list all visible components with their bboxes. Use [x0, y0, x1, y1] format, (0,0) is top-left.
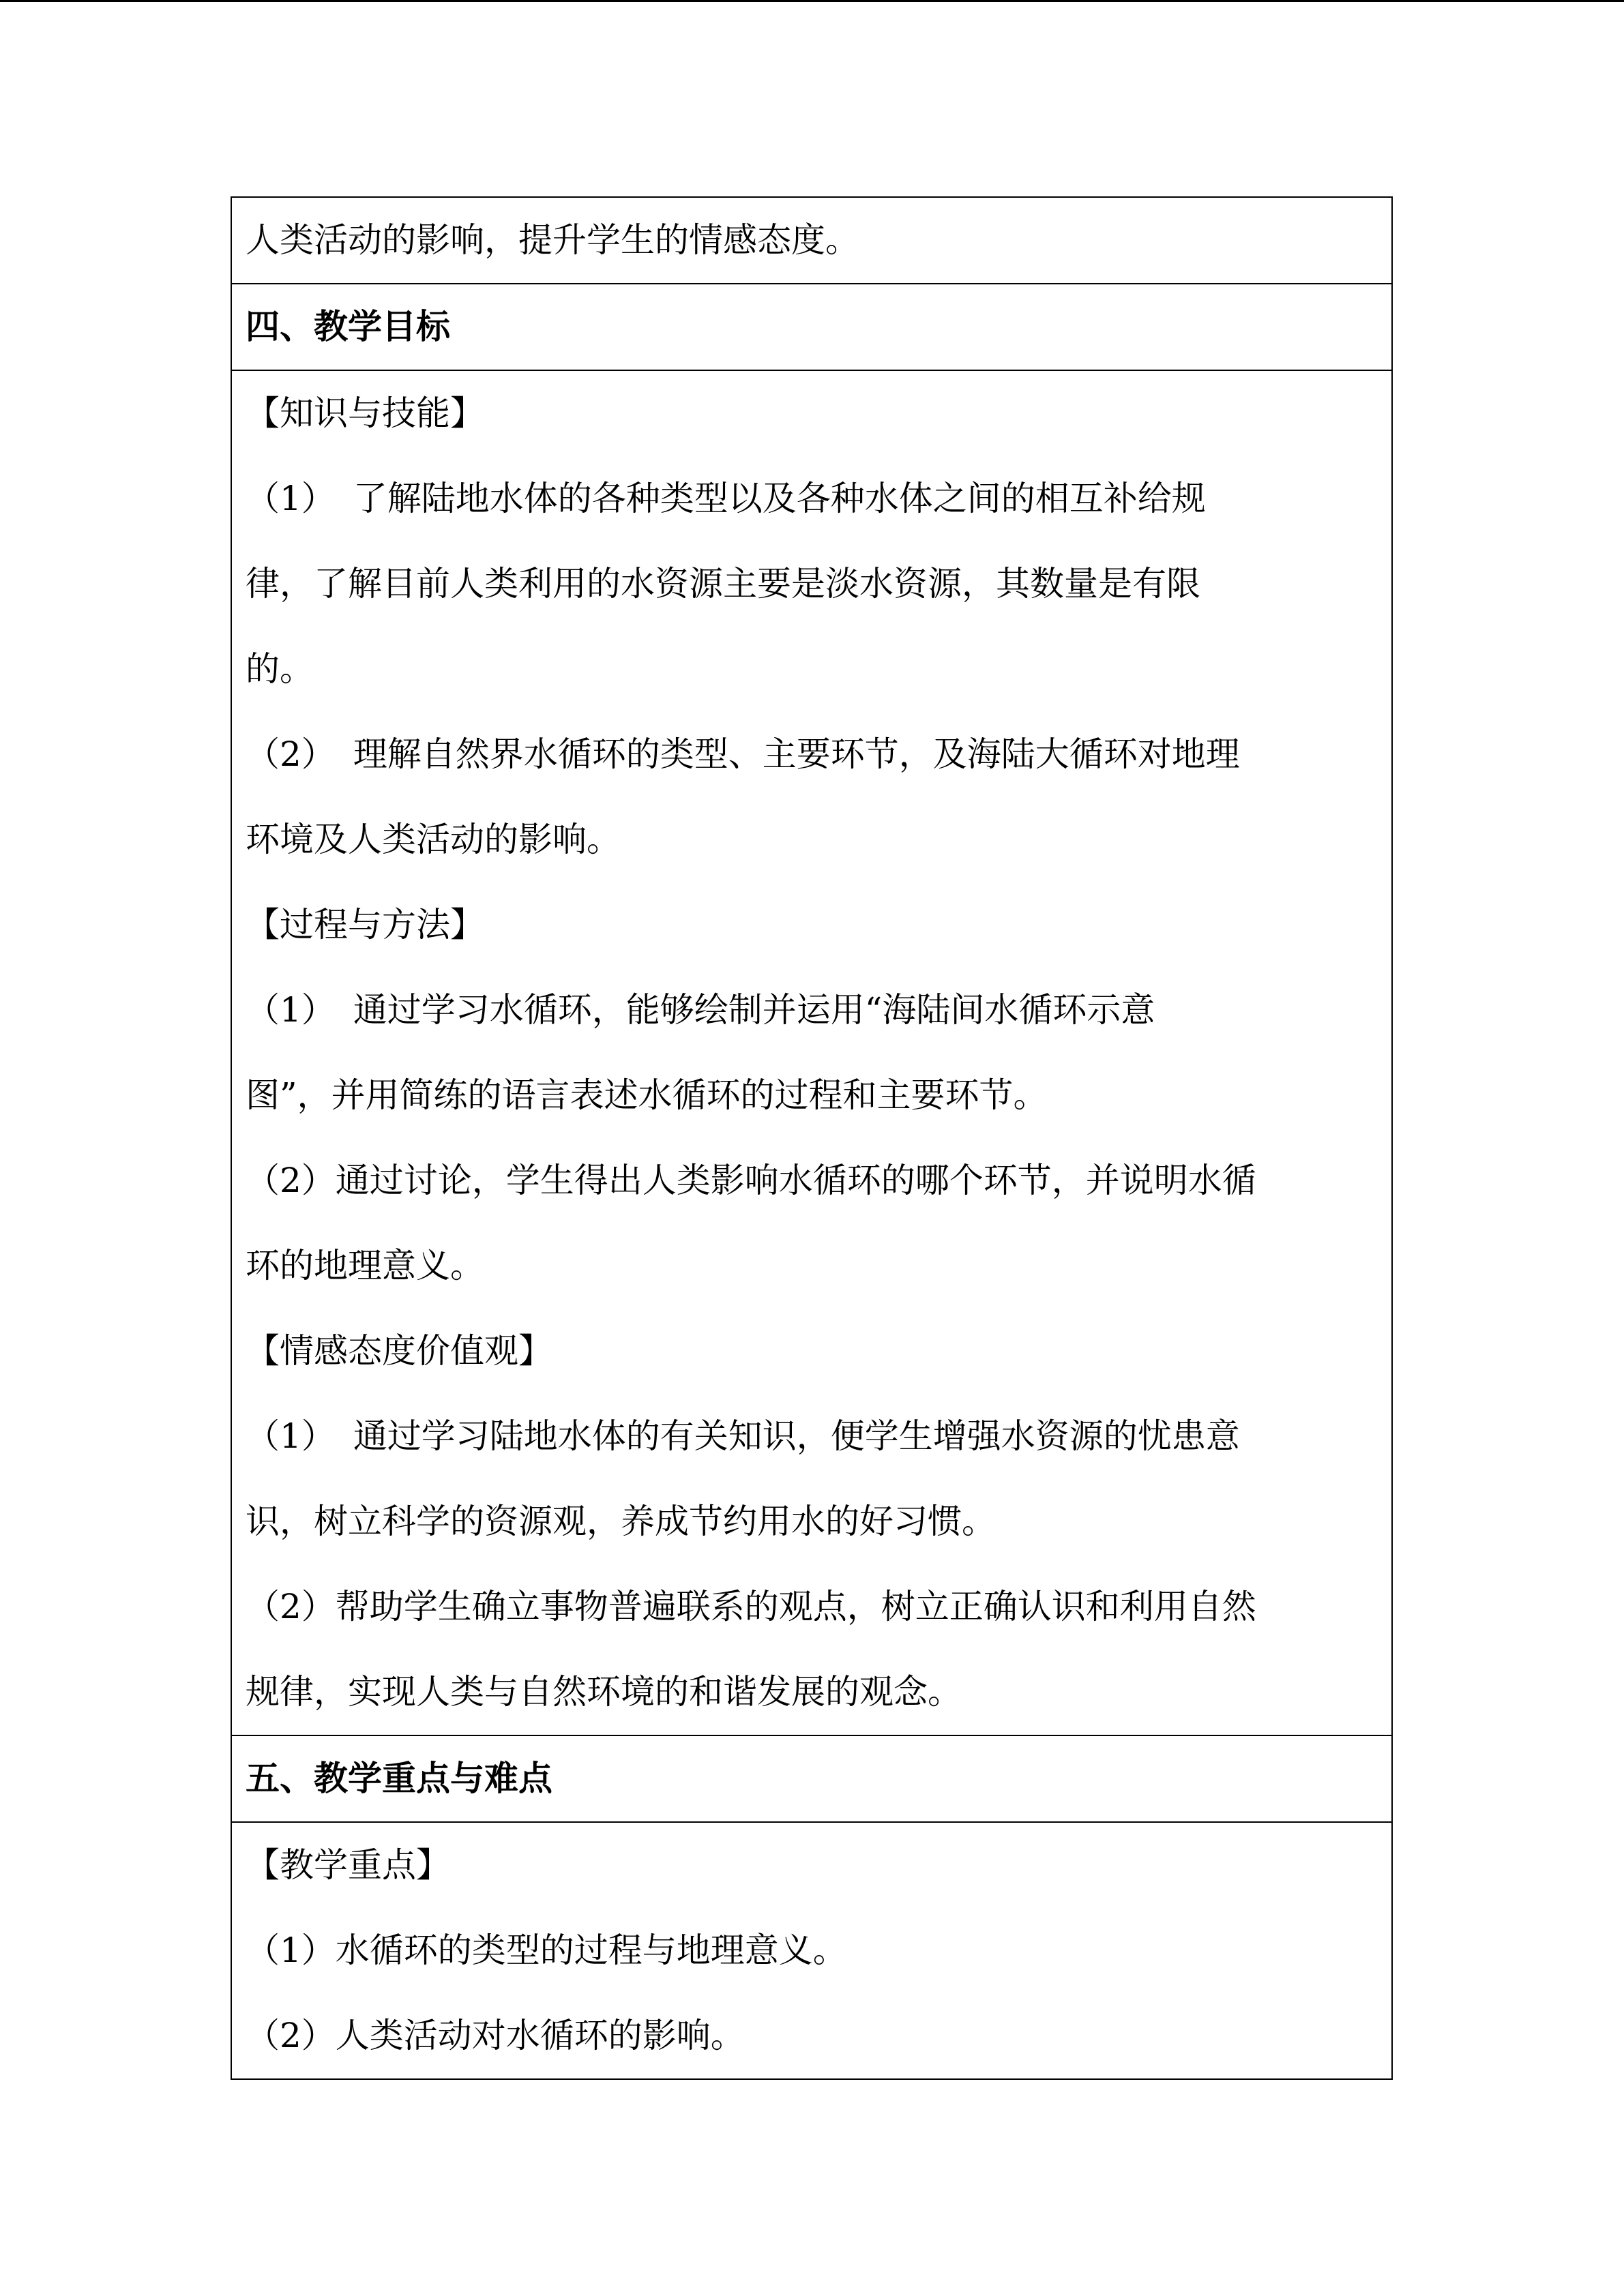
- process-methods-header: 【过程与方法】: [246, 905, 484, 944]
- section5-heading-cell: [231, 1735, 1392, 1822]
- knowledge-item1-line2: 律，了解目前人类利用的水资源主要是淡水资源，其数量是有限: [246, 564, 1200, 603]
- process-item2-line1: （2）通过讨论，学生得出人类影响水循环的哪个环节，并说明水循: [246, 1161, 1256, 1200]
- knowledge-item1-line1: [246, 456, 1378, 541]
- emotion-item1-text1: 通过学习陆地水体的有关知识，便学生增强水资源的忧患意: [353, 1416, 1240, 1456]
- teaching-objectives: [246, 371, 1378, 1735]
- knowledge-item1-line3: 的。: [246, 649, 314, 689]
- focus-item1: （1）水循环的类型的过程与地理意义。: [246, 1930, 847, 1970]
- lesson-plan-table: [231, 196, 1393, 2080]
- emotion-item1-number: （1）: [246, 1416, 336, 1456]
- knowledge-item2-number: （2）: [246, 734, 336, 774]
- section5-content-cell: [231, 1822, 1392, 2079]
- emotion-item1-line2: 识，树立科学的资源观，养成节约用水的好习惯。: [246, 1502, 996, 1541]
- process-item1-line1: [246, 968, 1378, 1053]
- knowledge-item1-text1: 了解陆地水体的各种类型以及各种水体之间的相互补给规: [353, 479, 1206, 518]
- process-item2-line2: 环的地理意义。: [246, 1246, 484, 1285]
- continuation-text: 人类活动的影响，提升学生的情感态度。: [246, 220, 859, 260]
- emotion-item2-line1: （2）帮助学生确立事物普遍联系的观点，树立正确认识和利用自然: [246, 1587, 1256, 1626]
- emotion-values-header: 【情感态度价值观】: [246, 1331, 552, 1371]
- emotion-item1-line1: [246, 1394, 1378, 1479]
- page-top-border: [0, 0, 1624, 2]
- section5-title: 五、教学重点与难点: [246, 1759, 552, 1798]
- knowledge-item2-line1: [246, 712, 1378, 797]
- emotion-item2-line2: 规律，实现人类与自然环境的和谐发展的观念。: [246, 1672, 962, 1712]
- section5-heading-row: [231, 1735, 1392, 1822]
- teaching-focus: [246, 1823, 1378, 2078]
- knowledge-skills-header: 【知识与技能】: [246, 393, 484, 433]
- continuation-cell: [231, 197, 1392, 284]
- section4-content-cell: [231, 370, 1392, 1735]
- teaching-focus-header: 【教学重点】: [246, 1845, 450, 1885]
- section4-heading-row: [231, 284, 1392, 370]
- knowledge-item2-text1: 理解自然界水循环的类型、主要环节，及海陆大循环对地理: [353, 734, 1240, 774]
- section4-content-row: [231, 370, 1392, 1735]
- process-item1-text1: 通过学习水循环，能够绘制并运用“海陆间水循环示意: [353, 990, 1155, 1030]
- section4-heading-cell: [231, 284, 1392, 370]
- continuation-row: [231, 197, 1392, 284]
- knowledge-item1-number: （1）: [246, 479, 336, 518]
- process-item1-number: （1）: [246, 990, 336, 1030]
- knowledge-item2-line2: 环境及人类活动的影响。: [246, 820, 621, 859]
- process-item1-line2: 图”，并用简练的语言表述水循环的过程和主要环节。: [246, 1075, 1048, 1115]
- focus-item2: （2）人类活动对水循环的影响。: [246, 2016, 745, 2055]
- section4-title: 四、教学目标: [246, 307, 450, 346]
- section5-content-row: [231, 1822, 1392, 2079]
